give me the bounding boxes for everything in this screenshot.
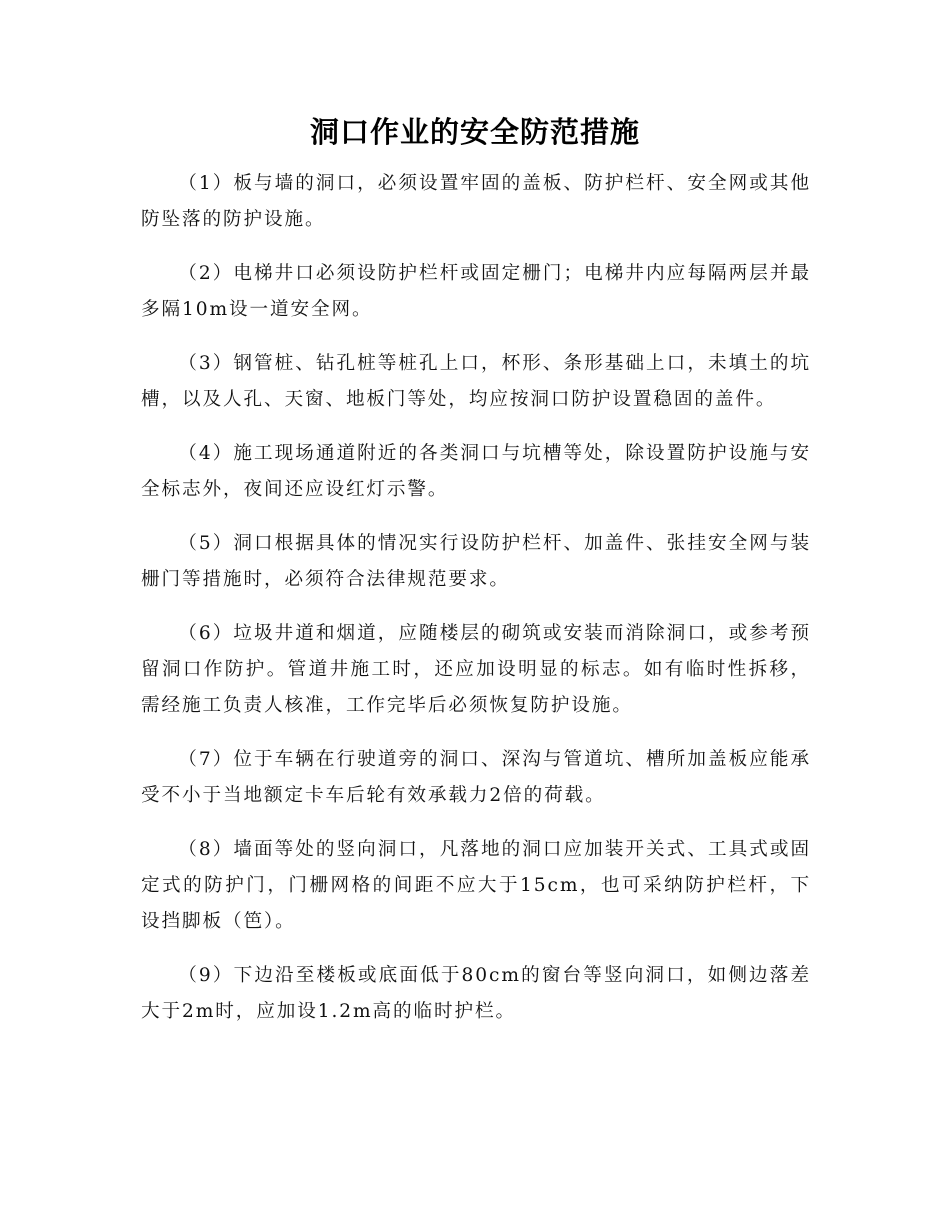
paragraph-2: （2）电梯井口必须设防护栏杆或固定栅门；电梯井内应每隔两层并最多隔10m设一道安全网。: [141, 263, 811, 320]
paragraph-3: （3）钢管桩、钻孔桩等桩孔上口，杯形、条形基础上口，未填土的坑槽，以及人孔、天窗、地板门等处，均应按洞口防护设置稳固的盖件。: [141, 353, 811, 410]
paragraph-5: （5）洞口根据具体的情况实行设防护栏杆、加盖件、张挂安全网与装栅门等措施时，必须符合法律规范要求。: [141, 533, 811, 590]
paragraph-1: （1）板与墙的洞口，必须设置牢固的盖板、防护栏杆、安全网或其他防坠落的防护设施。: [141, 173, 811, 230]
paragraph-8: （8）墙面等处的竖向洞口，凡落地的洞口应加装开关式、工具式或固定式的防护门，门栅网格的间距不应大于15cm，也可采纳防护栏杆，下设挡脚板（笆）。: [141, 839, 811, 932]
paragraph-9: （9）下边沿至楼板或底面低于80cm的窗台等竖向洞口，如侧边落差大于2m时，应加设1.2m高的临时护栏。: [141, 965, 811, 1022]
document-title: 洞口作业的安全防范措施: [309, 115, 640, 149]
paragraph-7: （7）位于车辆在行驶道旁的洞口、深沟与管道坑、槽所加盖板应能承受不小于当地额定卡车后轮有效承载力2倍的荷载。: [141, 749, 811, 806]
paragraph-4: （4）施工现场通道附近的各类洞口与坑槽等处，除设置防护设施与安全标志外，夜间还应设红灯示警。: [141, 443, 811, 500]
document-body: [141, 166, 811, 1048]
paragraph-6: （6）垃圾井道和烟道，应随楼层的砌筑或安装而消除洞口，或参考预留洞口作防护。管道井施工时，还应加设明显的标志。如有临时性拆移，需经施工负责人核准，工作完毕后必须恢复防护设施。: [141, 623, 811, 716]
